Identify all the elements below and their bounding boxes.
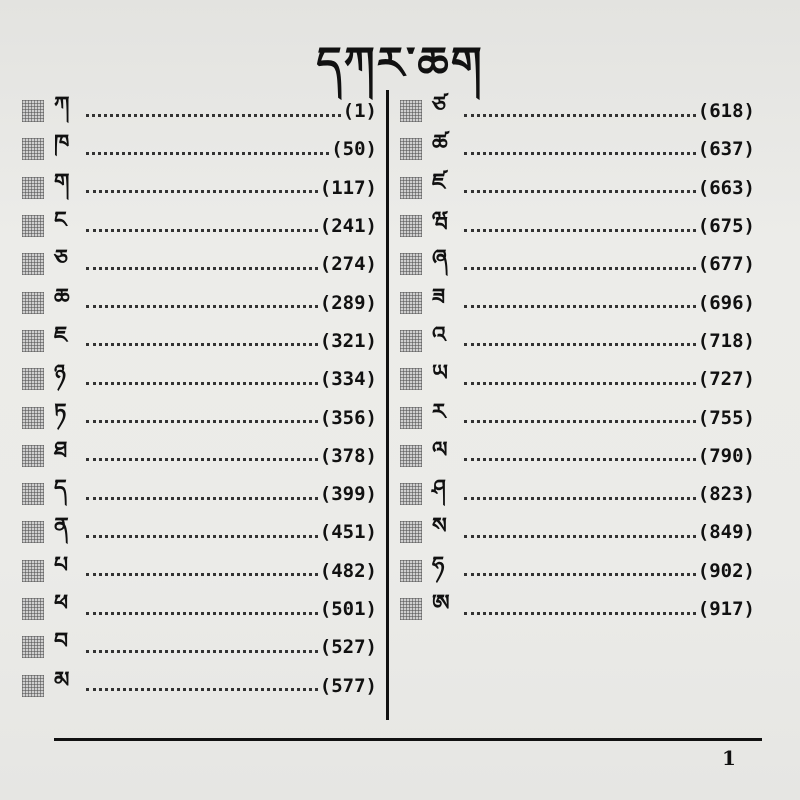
row-marker-icon — [22, 445, 44, 467]
row-marker-icon — [400, 598, 422, 620]
row-letter: ས — [432, 514, 447, 540]
row-page-number: (902) — [697, 559, 755, 582]
row-marker-icon — [400, 177, 422, 199]
row-page-number: (637) — [697, 138, 755, 161]
dot-leader — [464, 497, 696, 500]
dot-leader — [464, 190, 696, 193]
row-marker-icon — [400, 521, 422, 543]
row-marker-icon — [22, 292, 44, 314]
dot-leader — [464, 305, 696, 308]
dot-leader — [464, 267, 696, 270]
row-letter: ཉ — [54, 361, 66, 387]
row-page-number: (618) — [697, 100, 755, 123]
dot-leader — [464, 114, 696, 117]
dot-leader — [86, 688, 318, 691]
row-page-number: (696) — [697, 291, 755, 314]
row-letter: ཡ — [432, 361, 448, 387]
row-page-number: (663) — [697, 176, 755, 199]
row-letter: ཆ — [54, 284, 70, 310]
row-letter: ཝ — [432, 208, 449, 234]
row-letter: ཧ — [432, 552, 445, 578]
row-marker-icon — [22, 138, 44, 160]
row-letter: ཟ — [432, 284, 446, 310]
row-page-number: (289) — [319, 291, 377, 314]
row-page-number: (399) — [319, 483, 377, 506]
row-page-number: (675) — [697, 215, 755, 238]
row-page-number: (334) — [319, 368, 377, 391]
dot-leader — [464, 458, 696, 461]
footer-rule — [54, 738, 762, 741]
row-marker-icon — [400, 253, 422, 275]
row-marker-icon — [22, 483, 44, 505]
row-letter: ན — [54, 514, 69, 540]
row-page-number: (755) — [697, 406, 755, 429]
row-letter: ག — [54, 169, 70, 195]
row-letter: མ — [54, 667, 70, 693]
row-page-number: (50) — [331, 138, 377, 161]
row-marker-icon — [400, 483, 422, 505]
dot-leader — [86, 152, 329, 155]
index-row — [22, 666, 377, 704]
row-letter: ཁ — [54, 131, 70, 157]
dot-leader — [86, 305, 318, 308]
row-marker-icon — [22, 215, 44, 237]
row-letter: ཤ — [432, 476, 446, 502]
row-letter: ལ — [432, 437, 448, 463]
dot-leader — [86, 650, 318, 653]
dot-leader — [86, 229, 318, 232]
row-marker-icon — [400, 407, 422, 429]
dot-leader — [464, 343, 696, 346]
row-page-number: (790) — [697, 444, 755, 467]
dot-leader — [464, 229, 696, 232]
row-marker-icon — [400, 560, 422, 582]
row-marker-icon — [22, 100, 44, 122]
row-letter: ཀ — [54, 93, 70, 119]
row-page-number: (677) — [697, 253, 755, 276]
row-letter: ཚ — [432, 131, 448, 157]
dot-leader — [464, 612, 696, 615]
row-marker-icon — [400, 100, 422, 122]
dot-leader — [86, 420, 318, 423]
row-page-number: (241) — [319, 215, 377, 238]
index-row — [400, 590, 755, 628]
row-letter: ཙ — [432, 93, 446, 119]
row-letter: ཞ — [432, 246, 448, 272]
row-page-number: (274) — [319, 253, 377, 276]
dot-leader — [86, 573, 318, 576]
row-letter: ཅ — [54, 246, 68, 272]
row-marker-icon — [22, 330, 44, 352]
index-column-left — [22, 92, 377, 705]
row-marker-icon — [22, 636, 44, 658]
dot-leader — [86, 343, 318, 346]
row-marker-icon — [400, 368, 422, 390]
row-letter: ད — [54, 476, 67, 502]
dot-leader — [86, 190, 318, 193]
row-page-number: (356) — [319, 406, 377, 429]
row-letter: པ — [54, 552, 69, 578]
footer-page-number: 1 — [722, 746, 736, 770]
dot-leader — [464, 152, 696, 155]
page-title: དཀར་ཆག — [316, 38, 484, 89]
row-marker-icon — [22, 407, 44, 429]
row-letter: ཕ — [54, 591, 69, 617]
row-marker-icon — [22, 521, 44, 543]
row-letter: ཏ — [54, 399, 67, 425]
row-page-number: (482) — [319, 559, 377, 582]
row-page-number: (1) — [342, 100, 377, 123]
row-page-number: (117) — [319, 176, 377, 199]
row-marker-icon — [22, 675, 44, 697]
column-divider — [386, 90, 389, 720]
row-marker-icon — [22, 560, 44, 582]
dot-leader — [464, 382, 696, 385]
row-marker-icon — [400, 292, 422, 314]
row-letter: ཐ — [54, 437, 68, 463]
row-page-number: (917) — [697, 598, 755, 620]
row-marker-icon — [400, 445, 422, 467]
dot-leader — [464, 535, 696, 538]
row-letter: ར — [432, 399, 446, 425]
row-page-number: (849) — [697, 521, 755, 544]
dot-leader — [86, 612, 318, 615]
row-page-number: (718) — [697, 329, 755, 352]
row-page-number: (451) — [319, 521, 377, 544]
row-page-number: (501) — [319, 598, 377, 620]
row-marker-icon — [22, 177, 44, 199]
dot-leader — [464, 573, 696, 576]
index-column-right — [400, 92, 755, 628]
row-page-number: (823) — [697, 483, 755, 506]
row-letter: འ — [432, 322, 446, 348]
row-marker-icon — [22, 368, 44, 390]
row-page-number: (577) — [319, 674, 377, 697]
row-marker-icon — [22, 253, 44, 275]
row-marker-icon — [400, 138, 422, 160]
row-marker-icon — [400, 330, 422, 352]
row-page-number: (321) — [319, 329, 377, 352]
dot-leader — [86, 267, 318, 270]
dot-leader — [86, 114, 341, 117]
dot-leader — [86, 458, 318, 461]
row-page-number: (727) — [697, 368, 755, 391]
row-letter: བ — [54, 629, 69, 655]
row-page-number: (378) — [319, 444, 377, 467]
row-letter: ཨ — [432, 591, 450, 617]
row-marker-icon — [22, 598, 44, 620]
row-page-number: (527) — [319, 636, 377, 659]
row-letter: ཇ — [54, 322, 68, 348]
dot-leader — [86, 497, 318, 500]
dot-leader — [464, 420, 696, 423]
row-marker-icon — [400, 215, 422, 237]
dot-leader — [86, 382, 318, 385]
row-letter: ཛ — [432, 169, 446, 195]
row-letter: ང — [54, 208, 67, 234]
dot-leader — [86, 535, 318, 538]
